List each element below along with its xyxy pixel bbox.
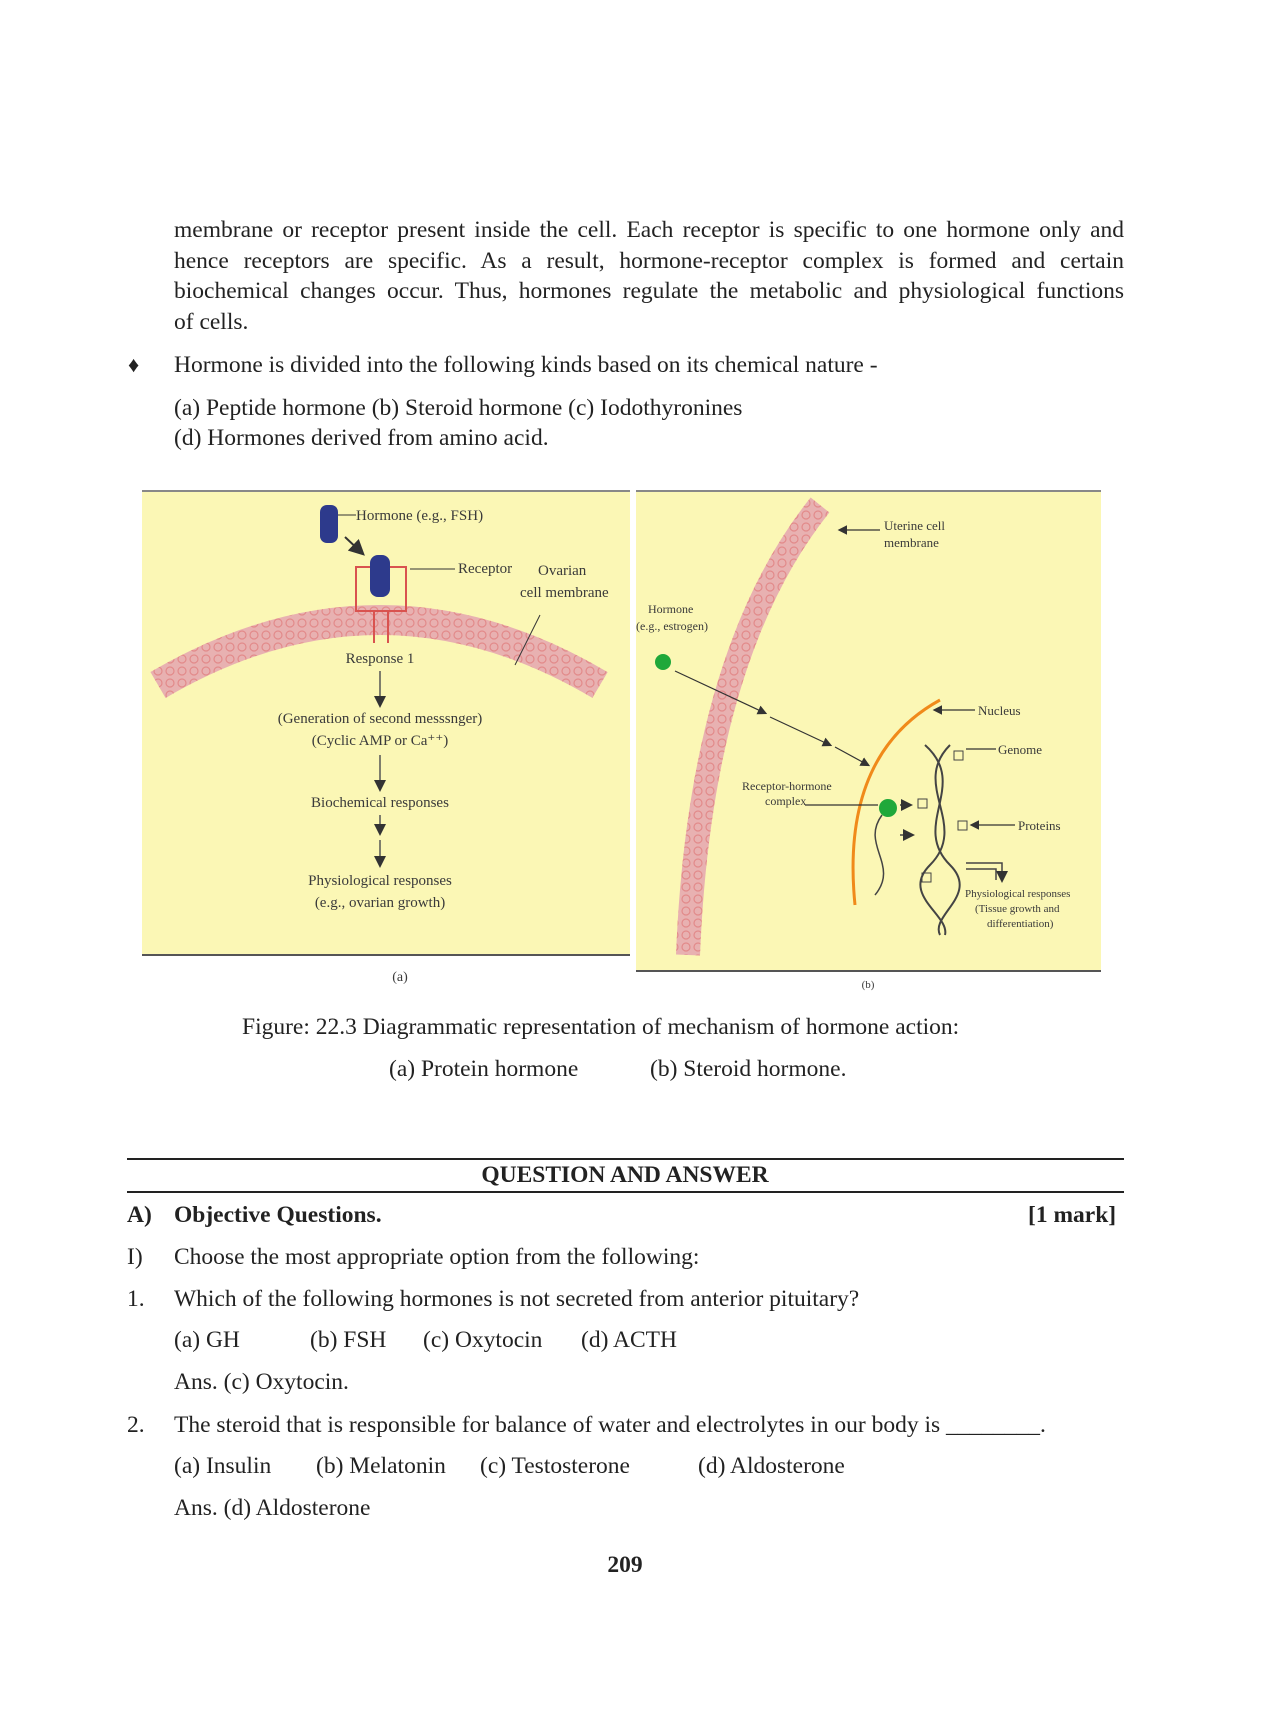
biochemical-label: Biochemical responses <box>311 795 449 811</box>
physiological-b-3: differentiation) <box>987 918 1054 930</box>
question-number: 1. <box>127 1286 145 1312</box>
membrane-label-1: Ovarian <box>538 563 587 579</box>
instruction-label: I) <box>127 1244 143 1270</box>
option: (c) Oxytocin <box>423 1327 543 1353</box>
bound-hormone <box>370 555 390 597</box>
second-messenger-2: (Cyclic AMP or Ca⁺⁺) <box>311 733 449 749</box>
panel-b-label: (b) <box>861 979 875 991</box>
nucleus-label: Nucleus <box>978 703 1021 718</box>
panel-a-label: (a) <box>392 970 408 985</box>
uterine-label-1: Uterine cell <box>884 518 945 533</box>
option: (a) Insulin <box>174 1453 272 1479</box>
heading-rule-bottom <box>127 1191 1124 1193</box>
option: (b) FSH <box>310 1327 387 1353</box>
figure-caption-a: (a) Protein hormone <box>389 1056 579 1082</box>
figure-caption-b: (b) Steroid hormone. <box>650 1056 847 1082</box>
panel-b <box>636 491 1101 991</box>
response-label: Response 1 <box>345 651 415 667</box>
answer: Ans. (d) Aldosterone <box>174 1495 371 1521</box>
intro-paragraph <box>174 215 1124 337</box>
section-title: Objective Questions. <box>174 1202 382 1228</box>
estrogen-label-2: (e.g., estrogen) <box>636 619 708 633</box>
receptor-label: Receptor <box>458 561 513 577</box>
question-number: 2. <box>127 1412 145 1438</box>
uterine-label-2: membrane <box>884 535 939 550</box>
option: (d) Aldosterone <box>698 1453 845 1479</box>
receptor-hormone-complex <box>879 799 897 817</box>
bullet-text: Hormone is divided into the following kinds based on its chemical nature - <box>174 352 878 378</box>
instruction-text: Choose the most appropriate option from the following: <box>174 1244 700 1270</box>
option: (a) GH <box>174 1327 240 1353</box>
option: (b) Melatonin <box>316 1453 446 1479</box>
question-text: The steroid that is responsible for balance of water and electrolytes in our body is ________. <box>174 1412 1046 1438</box>
genome-label: Genome <box>998 742 1043 757</box>
answer: Ans. (c) Oxytocin. <box>174 1369 349 1395</box>
option: (c) Testosterone <box>480 1453 630 1479</box>
figure-caption: Figure: 22.3 Diagrammatic representation of mechanism of hormone action: <box>242 1014 960 1040</box>
membrane-label-2: cell membrane <box>520 585 609 601</box>
intro-line: hence receptors are specific. As a result, hormone-receptor complex is formed and certain <box>174 247 1124 274</box>
complex-label-1: Receptor-hormone <box>742 779 832 793</box>
diamond-bullet-icon: ♦ <box>128 352 140 377</box>
proteins-label: Proteins <box>1018 818 1061 833</box>
physiological-label-1: Physiological responses <box>308 873 452 889</box>
question-text: Which of the following hormones is not secreted from anterior pituitary? <box>174 1286 860 1312</box>
intro-line: biochemical changes occur. Thus, hormones regulate the metabolic and physiological functions <box>174 278 1124 304</box>
hormone-kinds-line2: (d) Hormones derived from amino acid. <box>174 425 549 451</box>
physiological-b-2: (Tissue growth and <box>975 903 1060 915</box>
physiological-label-2: (e.g., ovarian growth) <box>314 895 446 911</box>
complex-label-2: complex <box>765 794 807 808</box>
hormone-fsh <box>320 505 338 543</box>
hormone-kinds-line1: (a) Peptide hormone (b) Steroid hormone (c) Iodothyronines <box>174 395 743 421</box>
section-label: A) <box>127 1202 152 1228</box>
panel-a <box>142 491 630 985</box>
intro-line: membrane or receptor present inside the cell. Each receptor is specific to one hormone only and <box>174 217 1124 243</box>
second-messenger-1: (Generation of second messsnger) <box>277 711 483 727</box>
hormone-label: Hormone (e.g., FSH) <box>356 508 484 524</box>
estrogen-hormone <box>655 654 671 670</box>
physiological-b-1: Physiological responses <box>965 888 1071 900</box>
page-number: 209 <box>607 1552 643 1578</box>
hormone-action-figure <box>140 485 1105 1000</box>
marks-label: [1 mark] <box>1028 1202 1117 1228</box>
estrogen-label-1: Hormone <box>648 602 694 616</box>
qa-heading: QUESTION AND ANSWER <box>481 1162 769 1188</box>
option: (d) ACTH <box>581 1327 677 1353</box>
intro-line: of cells. <box>174 308 249 335</box>
